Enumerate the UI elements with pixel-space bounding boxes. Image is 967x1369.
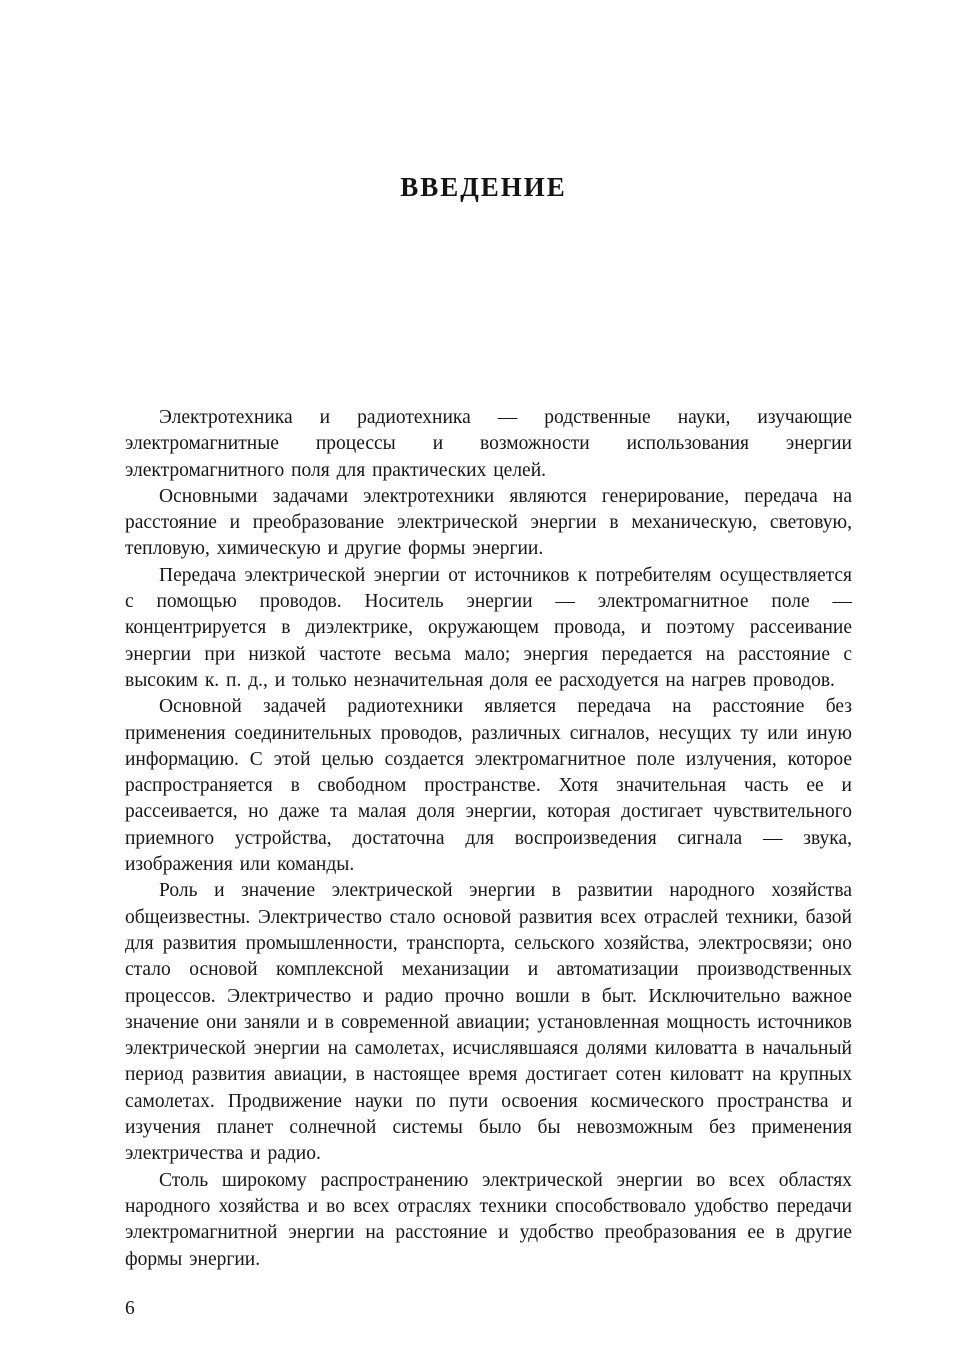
- paragraph: Основной задачей радиотехники является передача на расстояние без применения соединительных проводов, различных сигналов, несущих ту или иную информацию. С этой целью создается электромагнитное поле излучения, которое распространяется в свободном пространстве. Хотя значительная часть ее и рассеивается, но даже та малая доля энергии, которая достигает чувствительного приемного устройства, достаточна для воспроизведения сигнала — звука, изображения или команды.: [125, 696, 852, 876]
- paragraph: Передача электрической энергии от источников к потребителям осуществляется с помощью проводов. Носитель энергии — электромагнитное поле — концентрируется в диэлектрике, окружающем провода, и поэтому рассеивание энергии при низкой частоте весьма мало; энергия передается на расстояние с высоким к. п. д., и только незначительная доля ее расходуется на нагрев проводов.: [125, 564, 852, 691]
- paragraph: Электротехника и радиотехника — родственные науки, изучающие электромагнитные процессы и возможности использования энергии электромагнитного поля для практических целей.: [125, 407, 852, 481]
- paragraph: Роль и значение электрической энергии в развитии народного хозяйства общеизвестны. Электричество стало основой развития всех отраслей техники, базой для развития промышленности, транспорта, сельского хозяйства, электросвязи; оно стало основой комплексной механизации и автоматизации производственных процессов. Электричество и радио прочно вошли в быт. Исключительно важное значение они заняли и в современной авиации; установленная мощность источников электрической энергии на самолетах, исчислявшаяся долями киловатта в начальный период развития авиации, в настоящее время достигает сотен киловатт на крупных самолетах. Продвижение науки по пути освоения космического пространства и изучения планет солнечной системы было бы невозможным без применения электричества и радио.: [125, 880, 852, 1165]
- paragraph: Основными задачами электротехники являются генерирование, передача на расстояние и преобразование электрической энергии в механическую, световую, тепловую, химическую и другие формы энергии.: [125, 485, 852, 560]
- page-title: ВВЕДЕНИЕ: [400, 172, 567, 202]
- page-number: 6: [125, 1298, 135, 1319]
- body-text: [0, 405, 967, 1273]
- paragraph: Столь широкому распространению электрической энергии во всех областях народного хозяйства и во всех отраслях техники способствовало удобство передачи электромагнитной энергии на расстояние и удобство преобразования ее в другие формы энергии.: [125, 1169, 852, 1270]
